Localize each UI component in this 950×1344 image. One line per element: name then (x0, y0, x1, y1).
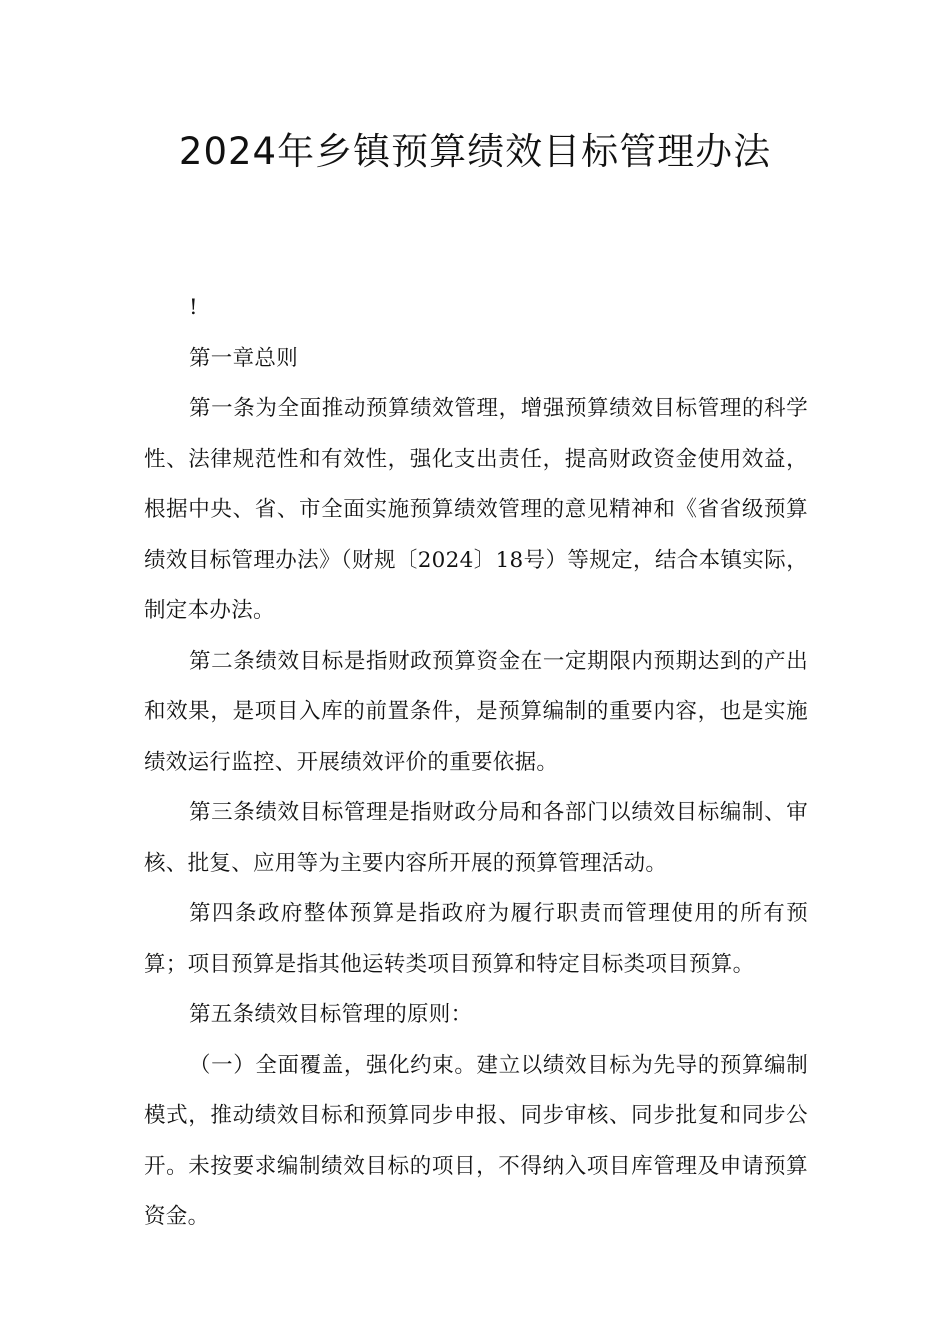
article-5: 第五条绩效目标管理的原则： (189, 1002, 473, 1027)
article-3: 第三条绩效目标管理是指财政分局和各部门以绩效目标编制、审核、批复、应用等为主要内容所开展的预算管理活动。 (144, 800, 808, 876)
principle-1: （一）全面覆盖，强化约束。建立以绩效目标为先导的预算编制模式，推动绩效目标和预算同步申报、同步审核、同步批复和同步公开。未按要求编制绩效目标的项目，不得纳入项目库管理及申请预算资金。 (144, 1052, 808, 1229)
article-2: 第二条绩效目标是指财政预算资金在一定期限内预期达到的产出和效果，是项目入库的前置条件，是预算编制的重要内容，也是实施绩效运行监控、开展绩效评价的重要依据。 (144, 648, 808, 775)
paragraph-marker: ! (189, 295, 198, 320)
chapter-heading: 第一章总则 (189, 345, 299, 371)
article-4: 第四条政府整体预算是指政府为履行职责而管理使用的所有预算；项目预算是指其他运转类项目预算和特定目标类项目预算。 (144, 901, 808, 977)
article-1: 第一条为全面推动预算绩效管理，增强预算绩效目标管理的科学性、法律规范性和有效性，强化支出责任，提高财政资金使用效益，根据中央、省、市全面实施预算绩效管理的意见精神和《省省级预算绩效目标管理办法》（财规〔2024〕18号）等规定，结合本镇实际，制定本办法。 (144, 396, 808, 623)
document-title: 2024年乡镇预算绩效目标管理办法 (178, 130, 772, 173)
document-body (144, 283, 808, 1243)
